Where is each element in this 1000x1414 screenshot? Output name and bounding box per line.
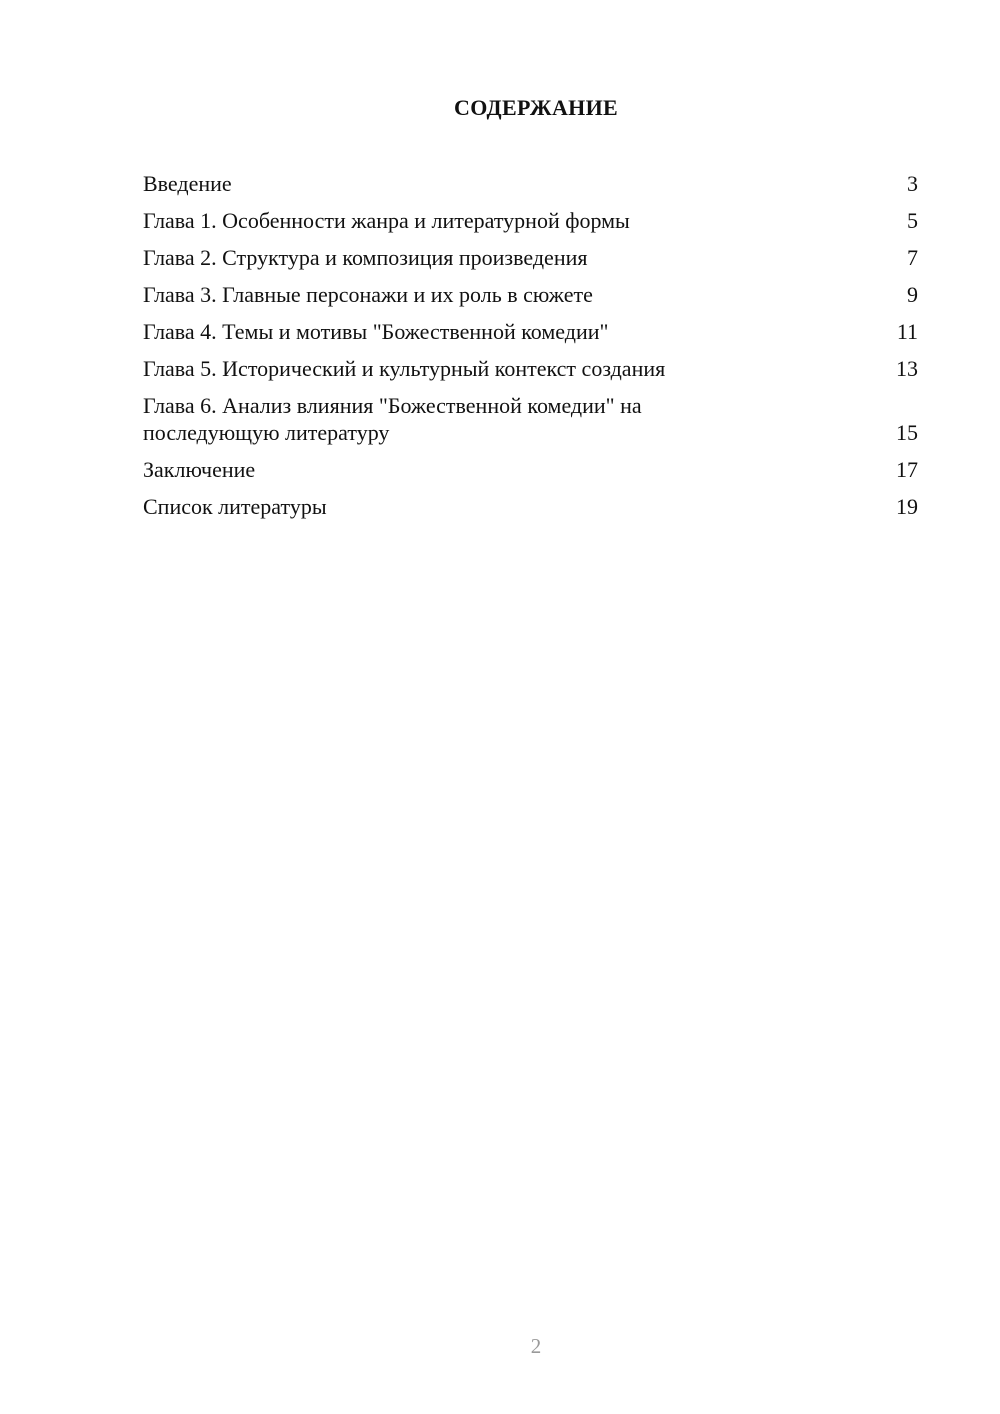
toc-entry-page: 17 xyxy=(896,457,918,482)
toc-entry-chapter-6[interactable] xyxy=(143,392,918,446)
toc-entry-label: Список литературы xyxy=(143,494,327,519)
toc-entry-label: Глава 4. Темы и мотивы "Божественной комедии" xyxy=(143,319,609,344)
toc-entry-page: 13 xyxy=(896,356,918,381)
toc-entry-chapter-5[interactable] xyxy=(143,355,918,382)
toc-entry-page: 5 xyxy=(907,208,918,233)
page-number: 2 xyxy=(530,1334,542,1358)
toc-entry-page: 19 xyxy=(896,494,918,519)
toc-entry-label: Глава 5. Исторический и культурный контекст создания xyxy=(143,356,666,381)
toc-entry-page: 15 xyxy=(896,420,918,445)
toc-entry-introduction[interactable] xyxy=(143,170,918,197)
toc-entry-chapter-4[interactable] xyxy=(143,318,918,345)
toc-entry-page: 9 xyxy=(907,282,918,307)
toc-entry-page: 3 xyxy=(907,171,918,196)
toc-entry-label: Заключение xyxy=(143,457,256,482)
table-of-contents xyxy=(143,170,918,530)
toc-entry-page: 11 xyxy=(896,319,918,344)
toc-entry-label: Глава 1. Особенности жанра и литературной формы xyxy=(143,208,630,233)
toc-entry-conclusion[interactable] xyxy=(143,456,918,483)
toc-entry-chapter-2[interactable] xyxy=(143,244,918,271)
toc-entry-label: Глава 2. Структура и композиция произведения xyxy=(143,245,588,270)
toc-entry-label: Глава 6. Анализ влияния "Божественной комедии" на последующую литературу xyxy=(143,393,642,445)
toc-entry-chapter-3[interactable] xyxy=(143,281,918,308)
toc-entry-bibliography[interactable] xyxy=(143,493,918,520)
toc-entry-label: Глава 3. Главные персонажи и их роль в сюжете xyxy=(143,282,593,307)
toc-entry-page: 7 xyxy=(907,245,918,270)
toc-entry-chapter-1[interactable] xyxy=(143,207,918,234)
toc-entry-label: Введение xyxy=(143,171,232,196)
toc-title: СОДЕРЖАНИЕ xyxy=(454,95,618,120)
